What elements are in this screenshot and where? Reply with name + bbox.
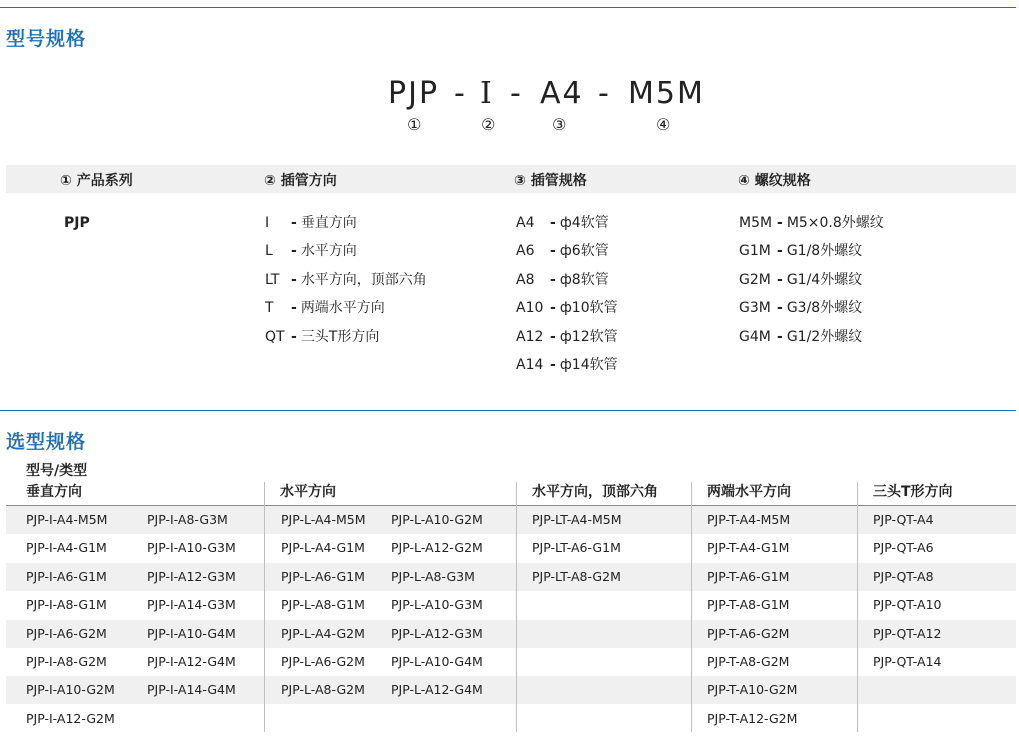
list-item (516, 294, 618, 322)
model-cell: PJP-L-A4-M5M (281, 512, 366, 527)
tube-desc: ф14软管 (559, 357, 618, 374)
dash: - (777, 300, 783, 317)
model-cell: PJP-L-A8-G3M (391, 568, 475, 584)
section-title-selection: 选型规格 (6, 431, 87, 453)
tube-desc: ф10软管 (559, 300, 618, 317)
model-cell: PJP-I-A10-G2M (26, 682, 115, 698)
spec-series-list (64, 209, 90, 237)
model-cell: PJP-I-A8-G2M (26, 654, 107, 669)
series-value: PJP (64, 215, 90, 231)
model-cell: PJP-I-A8-G3M (147, 512, 228, 527)
dash: - (550, 243, 556, 260)
model-code-series: PJP (388, 76, 440, 111)
model-cell: PJP-T-A6-G1M (707, 568, 790, 584)
model-cell: PJP-T-A12-G2M (707, 710, 798, 726)
spec-direction-list (265, 209, 427, 351)
model-cell: PJP-L-A12-G2M (391, 540, 483, 556)
top-divider (0, 7, 1016, 8)
spec-tube-list (516, 209, 618, 379)
model-cell: PJP-I-A12-G4M (147, 654, 236, 669)
circle-number-1: ① (407, 115, 422, 134)
list-item (516, 351, 618, 379)
table-header-divider (6, 505, 1016, 506)
direction-desc: 水平方向 (300, 243, 357, 260)
direction-code: T (265, 300, 274, 317)
thread-code: G2M (739, 271, 771, 288)
column-divider (516, 482, 517, 732)
thread-code: M5M (739, 215, 773, 231)
list-item (739, 209, 884, 237)
section-divider (0, 410, 1016, 411)
col-header-horizontal-hex: 水平方向，顶部六角 (532, 484, 658, 500)
selection-type-label: 型号/类型 (26, 463, 88, 479)
direction-desc: 两端水平方向 (300, 300, 385, 317)
tube-code: A12 (516, 328, 544, 345)
model-cell: PJP-I-A6-G2M (26, 625, 107, 641)
spec-thread-list (739, 209, 884, 351)
model-code-dash: - (454, 76, 467, 111)
spec-header-tube: ③ 插管规格 (514, 173, 587, 189)
model-cell: PJP-L-A8-G1M (281, 597, 365, 613)
model-cell: PJP-T-A8-G2M (707, 654, 790, 669)
direction-code: LT (265, 271, 280, 288)
model-cell: PJP-L-A6-G1M (281, 568, 365, 584)
column-divider (264, 482, 265, 732)
dash: - (550, 328, 556, 345)
thread-desc: M5×0.8外螺纹 (786, 215, 884, 231)
model-code-tube: A4 (540, 76, 584, 111)
list-item (265, 209, 427, 237)
col-header-vertical: 垂直方向 (26, 484, 82, 500)
thread-code: G3M (739, 300, 771, 317)
tube-code: A8 (516, 271, 535, 288)
model-cell: PJP-T-A6-G2M (707, 625, 790, 641)
model-cell: PJP-L-A10-G4M (391, 654, 483, 669)
direction-desc: 水平方向，顶部六角 (300, 271, 427, 288)
model-cell: PJP-L-A6-G2M (281, 654, 365, 669)
model-cell: PJP-L-A10-G3M (391, 597, 483, 613)
model-cell: PJP-LT-A4-M5M (532, 512, 622, 527)
model-cell: PJP-T-A8-G1M (707, 597, 790, 613)
model-cell: PJP-L-A4-G1M (281, 540, 365, 556)
model-cell: PJP-I-A14-G3M (147, 597, 236, 613)
list-item (739, 323, 884, 351)
dash: - (777, 243, 783, 260)
model-cell: PJP-QT-A14 (873, 654, 942, 669)
list-item (516, 323, 618, 351)
list-item (265, 294, 427, 322)
tube-desc: ф12软管 (559, 328, 618, 345)
list-item (516, 237, 618, 265)
tube-desc: ф4软管 (559, 215, 609, 231)
list-item (516, 209, 618, 237)
tube-code: A4 (516, 215, 535, 231)
direction-desc: 三头T形方向 (300, 328, 380, 345)
spec-header-series: ① 产品系列 (60, 173, 133, 189)
list-item (265, 237, 427, 265)
model-code-example (0, 76, 1019, 116)
direction-desc: 垂直方向 (300, 215, 357, 231)
model-code-direction: I (480, 76, 494, 111)
direction-code: I (265, 215, 270, 231)
spec-header-thread: ④ 螺纹规格 (738, 173, 811, 189)
tube-code: A14 (516, 357, 544, 374)
dash: - (550, 300, 556, 317)
col-header-double-horizontal: 两端水平方向 (707, 484, 791, 500)
model-cell: PJP-I-A12-G2M (26, 710, 115, 726)
model-cell: PJP-L-A10-G2M (391, 512, 483, 527)
model-code-dash: - (598, 76, 611, 111)
model-cell: PJP-L-A4-G2M (281, 625, 365, 641)
direction-code: L (265, 243, 273, 260)
dash: - (291, 215, 297, 231)
model-cell: PJP-I-A4-G1M (26, 540, 107, 556)
tube-code: A6 (516, 243, 535, 260)
model-cell: PJP-L-A12-G4M (391, 682, 483, 698)
model-cell: PJP-L-A12-G3M (391, 625, 483, 641)
circle-number-3: ③ (552, 115, 567, 134)
model-cell: PJP-QT-A4 (873, 512, 934, 527)
tube-code: A10 (516, 300, 544, 317)
circle-number-4: ④ (656, 115, 671, 134)
spec-header-direction: ② 插管方向 (264, 173, 337, 189)
tube-desc: ф6软管 (559, 243, 609, 260)
dash: - (291, 243, 297, 260)
dash: - (550, 271, 556, 288)
list-item (739, 294, 884, 322)
model-cell: PJP-I-A12-G3M (147, 568, 236, 584)
dash: - (291, 271, 297, 288)
dash: - (777, 271, 783, 288)
model-cell: PJP-LT-A8-G2M (532, 568, 621, 584)
model-cell: PJP-L-A8-G2M (281, 682, 365, 698)
col-header-horizontal: 水平方向 (280, 484, 336, 500)
model-cell: PJP-T-A4-G1M (707, 540, 790, 556)
model-cell: PJP-I-A6-G1M (26, 568, 107, 584)
list-item (265, 323, 427, 351)
thread-desc: G1/8外螺纹 (786, 243, 863, 260)
model-cell: PJP-QT-A6 (873, 540, 934, 556)
thread-code: G4M (739, 328, 771, 345)
model-cell: PJP-LT-A6-G1M (532, 540, 621, 556)
model-cell: PJP-I-A14-G4M (147, 682, 236, 698)
section-title-model-spec: 型号规格 (6, 28, 87, 50)
dash: - (550, 357, 556, 374)
model-code-thread: M5M (628, 76, 705, 111)
model-cell: PJP-T-A10-G2M (707, 682, 798, 698)
dash: - (550, 215, 556, 231)
thread-desc: G3/8外螺纹 (786, 300, 863, 317)
column-divider (857, 482, 858, 732)
thread-code: G1M (739, 243, 771, 260)
spec-header-bar (6, 165, 1016, 193)
direction-code: QT (265, 328, 285, 345)
model-cell: PJP-T-A4-M5M (707, 512, 791, 527)
model-cell: PJP-QT-A12 (873, 625, 942, 641)
model-cell: PJP-I-A4-M5M (26, 512, 108, 527)
list-item (739, 266, 884, 294)
dash: - (777, 328, 783, 345)
model-cell: PJP-I-A10-G4M (147, 625, 236, 641)
model-code-dash: - (510, 76, 523, 111)
list-item (265, 266, 427, 294)
thread-desc: G1/4外螺纹 (786, 271, 863, 288)
dash: - (291, 300, 297, 317)
column-divider (691, 482, 692, 732)
circle-number-2: ② (481, 115, 496, 134)
model-cell: PJP-QT-A10 (873, 597, 942, 613)
model-cell: PJP-QT-A8 (873, 568, 934, 584)
model-cell: PJP-I-A10-G3M (147, 540, 236, 556)
model-cell: PJP-I-A8-G1M (26, 597, 107, 613)
thread-desc: G1/2外螺纹 (786, 328, 863, 345)
list-item (516, 266, 618, 294)
dash: - (291, 328, 297, 345)
dash: - (777, 215, 783, 231)
tube-desc: ф8软管 (559, 271, 609, 288)
list-item (739, 237, 884, 265)
col-header-t-shape: 三头T形方向 (873, 484, 953, 500)
